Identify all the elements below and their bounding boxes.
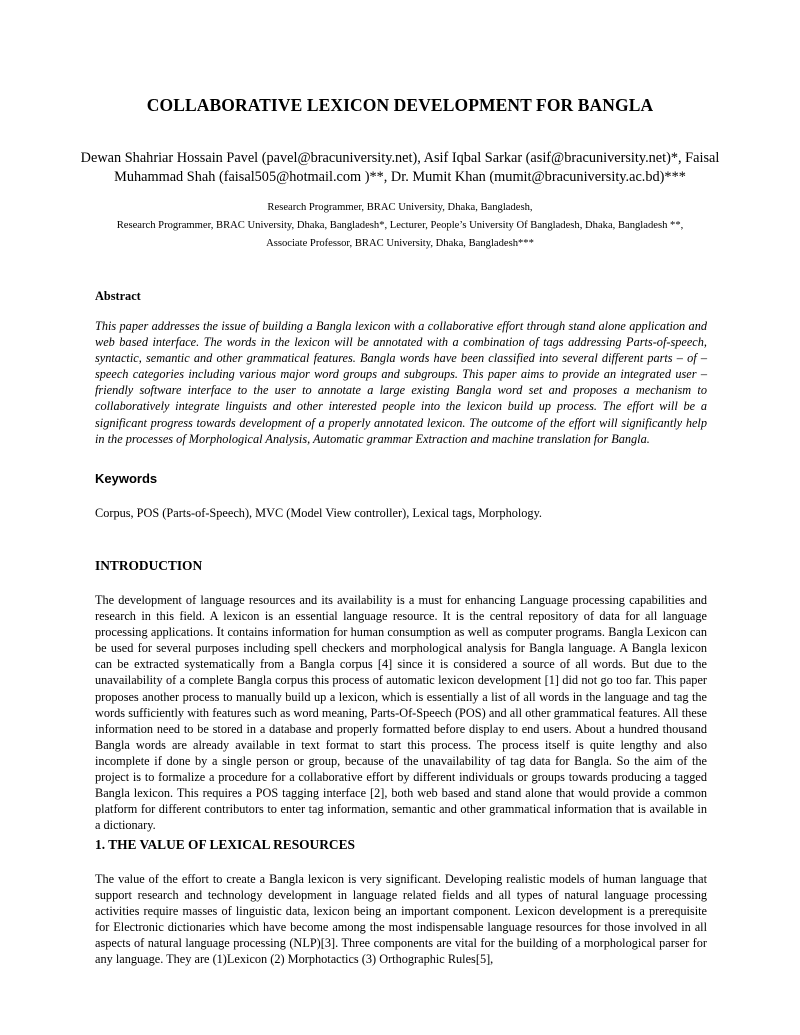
abstract-heading: Abstract <box>95 289 141 303</box>
keywords-heading: Keywords <box>95 471 158 486</box>
affiliation-line: Research Programmer, BRAC University, Dhaka, Bangladesh*, Lecturer, People’s University Of Bangladesh, Dhaka, Bangladesh **, <box>116 220 684 231</box>
introduction-paragraph: The development of language resources and its availability is a must for enhancing Language processing capabilities and research in this field. A lexicon is an essential language resource. It is the central repository of data for all language processing applications. It contains information for human consumption as well as computer programs. Bangla Lexicon can be used for several purposes including spell checkers and morphological analysis for Bangla language. A Bangla lexicon can be extracted systematically from a Bangla corpus [4] since it is considered a source of all words. But due to the unavailability of a complete Bangla corpus this process of automatic lexicon development [1] did not go too far. This paper proposes another process to manually build up a lexicon, which is essentially a list of all words in the language and tag the words sufficiently with features such as word meaning, Parts-Of-Speech (POS) and all other grammatical features. All these information need to be stored in a database and properly formatted before display to end users. About a hundred thousand Bangla words are already available in text format to start this process. The process itself is quite lengthy and also incomplete if done by a single person or group, because of the unavailability of tag data for Bangla. So the aim of the project is to formalize a procedure for a collaborative effort by different individuals or groups towards producing a tagged Bangla lexicon. This requires a POS tagging interface [2], both web based and stand alone that would provide a common platform for different contributors to enter tag information, semantic and other grammatical information that is available in a dictionary. <box>95 593 707 833</box>
abstract-body: This paper addresses the issue of building a Bangla lexicon with a collaborative effort through stand alone application and web based interface. The words in the lexicon will be annotated with a combination of tags addressing Parts-of-speech, syntactic, semantic and other grammatical features. Bangla words have been classified into several different parts – of – speech categories including various major word groups and subgroups. This paper aims to provide an integrated user – friendly software interface to the user to annotate a large existing Bangla word set and proposes a mechanism to collaboratively integrate linguists and other interested people into the lexicon build up process. The effort will be a significant progress towards development of a properly annotated lexicon. The outcome of the effort will significantly help in the processes of Morphological Analysis, Automatic grammar Extraction and machine translation for Bangla. <box>95 319 707 446</box>
affiliation-line: Associate Professor, BRAC University, Dhaka, Bangladesh*** <box>266 238 534 249</box>
value-paragraph: The value of the effort to create a Bangla lexicon is very significant. Developing realistic models of human language that support research and technology development in language related fields and all types of natural language processing activities require masses of linguistic data, lexicon being an important component. Lexicon development is a prerequisite for Electronic dictionaries which have become among the most indispensable language resources for those involved in all aspects of natural language processing (NLP)[3]. Three components are vital for the building of a morphological parser for any language. They are (1)Lexicon (2) Morphotactics (3) Orthographic Rules[5], <box>95 872 707 967</box>
author-list: Dewan Shahriar Hossain Pavel (pavel@bracuniversity.net), Asif Iqbal Sarkar (asif@bracuniversity.net)*, Faisal Muhammad Shah (faisal505@hotmail.com )**, Dr. Mumit Khan (mumit@bracuniversity.ac.bd)*** <box>80 150 720 185</box>
paper-title: COLLABORATIVE LEXICON DEVELOPMENT FOR BANGLA <box>146 95 654 115</box>
section-heading-introduction: INTRODUCTION <box>95 558 203 573</box>
keywords-body: Corpus, POS (Parts-of-Speech), MVC (Model View controller), Lexical tags, Morphology. <box>95 506 542 520</box>
affiliations <box>70 199 730 253</box>
section-heading-value-of-lexical-resources: 1. THE VALUE OF LEXICAL RESOURCES <box>95 837 355 852</box>
affiliation-line: Research Programmer, BRAC University, Dhaka, Bangladesh, <box>267 202 533 213</box>
